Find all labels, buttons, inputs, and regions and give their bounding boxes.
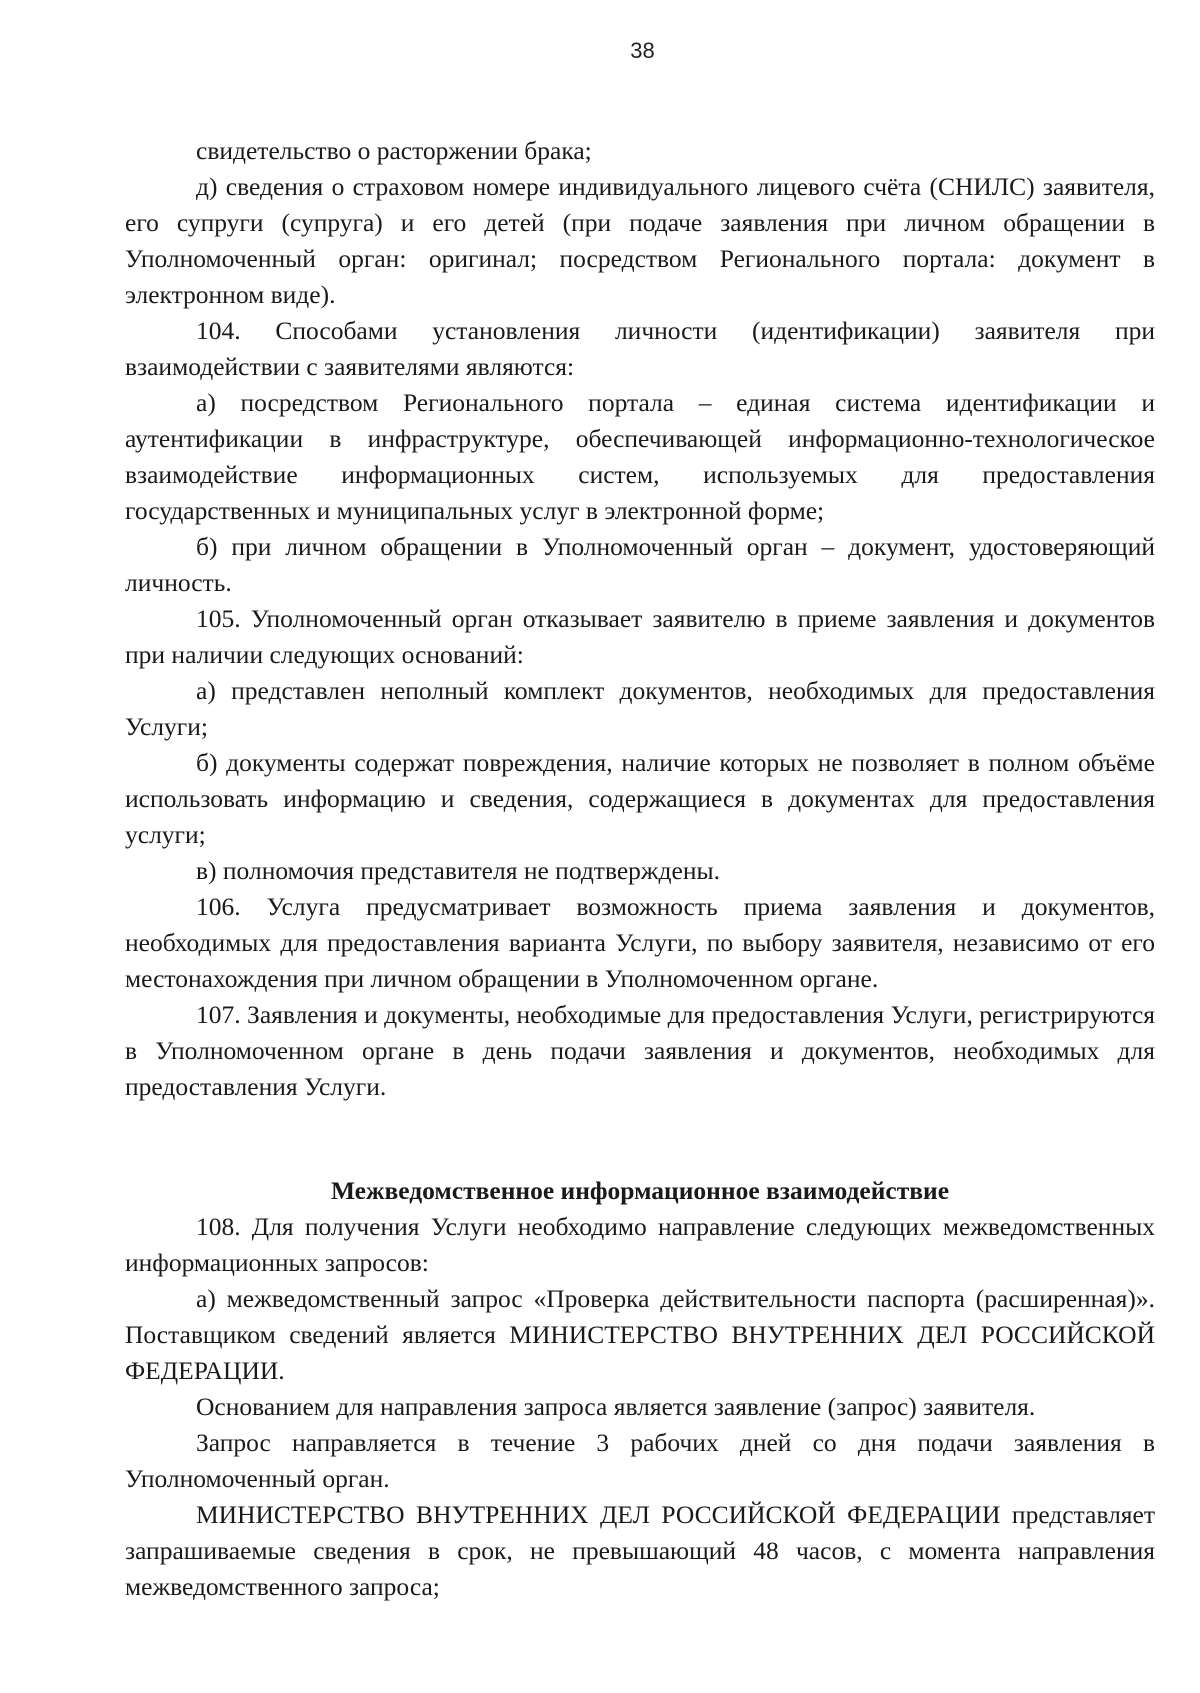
- paragraph-snils: д) сведения о страховом номере индивидуального лицевого счёта (СНИЛС) заявителя, его супруги (супруга) и его детей (при подаче заявления при личном обращении в Уполномоченный орган: оригинал; посредством Регионального портала: документ в электронном виде).: [125, 172, 1155, 309]
- paragraph-ministry-response: МИНИСТЕРСТВО ВНУТРЕННИХ ДЕЛ РОССИЙСКОЙ ФЕДЕРАЦИИ представляет запрашиваемые сведения в срок, не превышающий 48 часов, с момента направления межведомственного запроса;: [125, 1500, 1155, 1601]
- paragraph-105-a: а) представлен неполный комплект документов, необходимых для предоставления Услуги;: [125, 676, 1155, 741]
- paragraph-107: 107. Заявления и документы, необходимые для предоставления Услуги, регистрируются в Уполномоченном органе в день подачи заявления и документов, необходимых для предоставления Услуги.: [125, 1000, 1155, 1101]
- paragraph-106: 106. Услуга предусматривает возможность приема заявления и документов, необходимых для предоставления варианта Услуги, по выбору заявителя, независимо от его местонахождения при личном обращении в Уполномоченном органе.: [125, 892, 1155, 993]
- paragraph-108: 108. Для получения Услуги необходимо направление следующих межведомственных информационных запросов:: [125, 1212, 1155, 1277]
- paragraph-divorce-certificate: свидетельство о расторжении брака;: [196, 136, 592, 165]
- paragraph-105-v: в) полномочия представителя не подтверждены.: [196, 856, 720, 885]
- paragraph-105: 105. Уполномоченный орган отказывает заявителю в приеме заявления и документов при наличии следующих оснований:: [125, 604, 1155, 669]
- page-number: 38: [630, 38, 655, 63]
- paragraph-104-a: а) посредством Регионального портала – единая система идентификации и аутентификации в инфраструктуре, обеспечивающей информационно-технологическое взаимодействие информационных систем, используемых для предоставления государственных и муниципальных услуг в электронной форме;: [125, 388, 1155, 525]
- section-title: Межведомственное информационное взаимодействие: [330, 1176, 950, 1205]
- paragraph-105-b: б) документы содержат повреждения, наличие которых не позволяет в полном объёме использовать информацию и сведения, содержащиеся в документах для предоставления услуги;: [125, 748, 1155, 849]
- paragraph-108-a: а) межведомственный запрос «Проверка действительности паспорта (расширенная)». Поставщиком сведений является МИНИСТЕРСТВО ВНУТРЕННИХ ДЕЛ РОССИЙСКОЙ ФЕДЕРАЦИИ.: [125, 1284, 1155, 1385]
- paragraph-104-b: б) при личном обращении в Уполномоченный орган – документ, удостоверяющий личность.: [125, 532, 1155, 597]
- document-body: [125, 133, 1155, 1605]
- paragraph-104: 104. Способами установления личности (идентификации) заявителя при взаимодействии с заявителями являются:: [125, 316, 1155, 381]
- paragraph-request-basis: Основанием для направления запроса является заявление (запрос) заявителя.: [196, 1392, 1036, 1421]
- paragraph-request-deadline: Запрос направляется в течение 3 рабочих дней со дня подачи заявления в Уполномоченный орган.: [125, 1428, 1155, 1493]
